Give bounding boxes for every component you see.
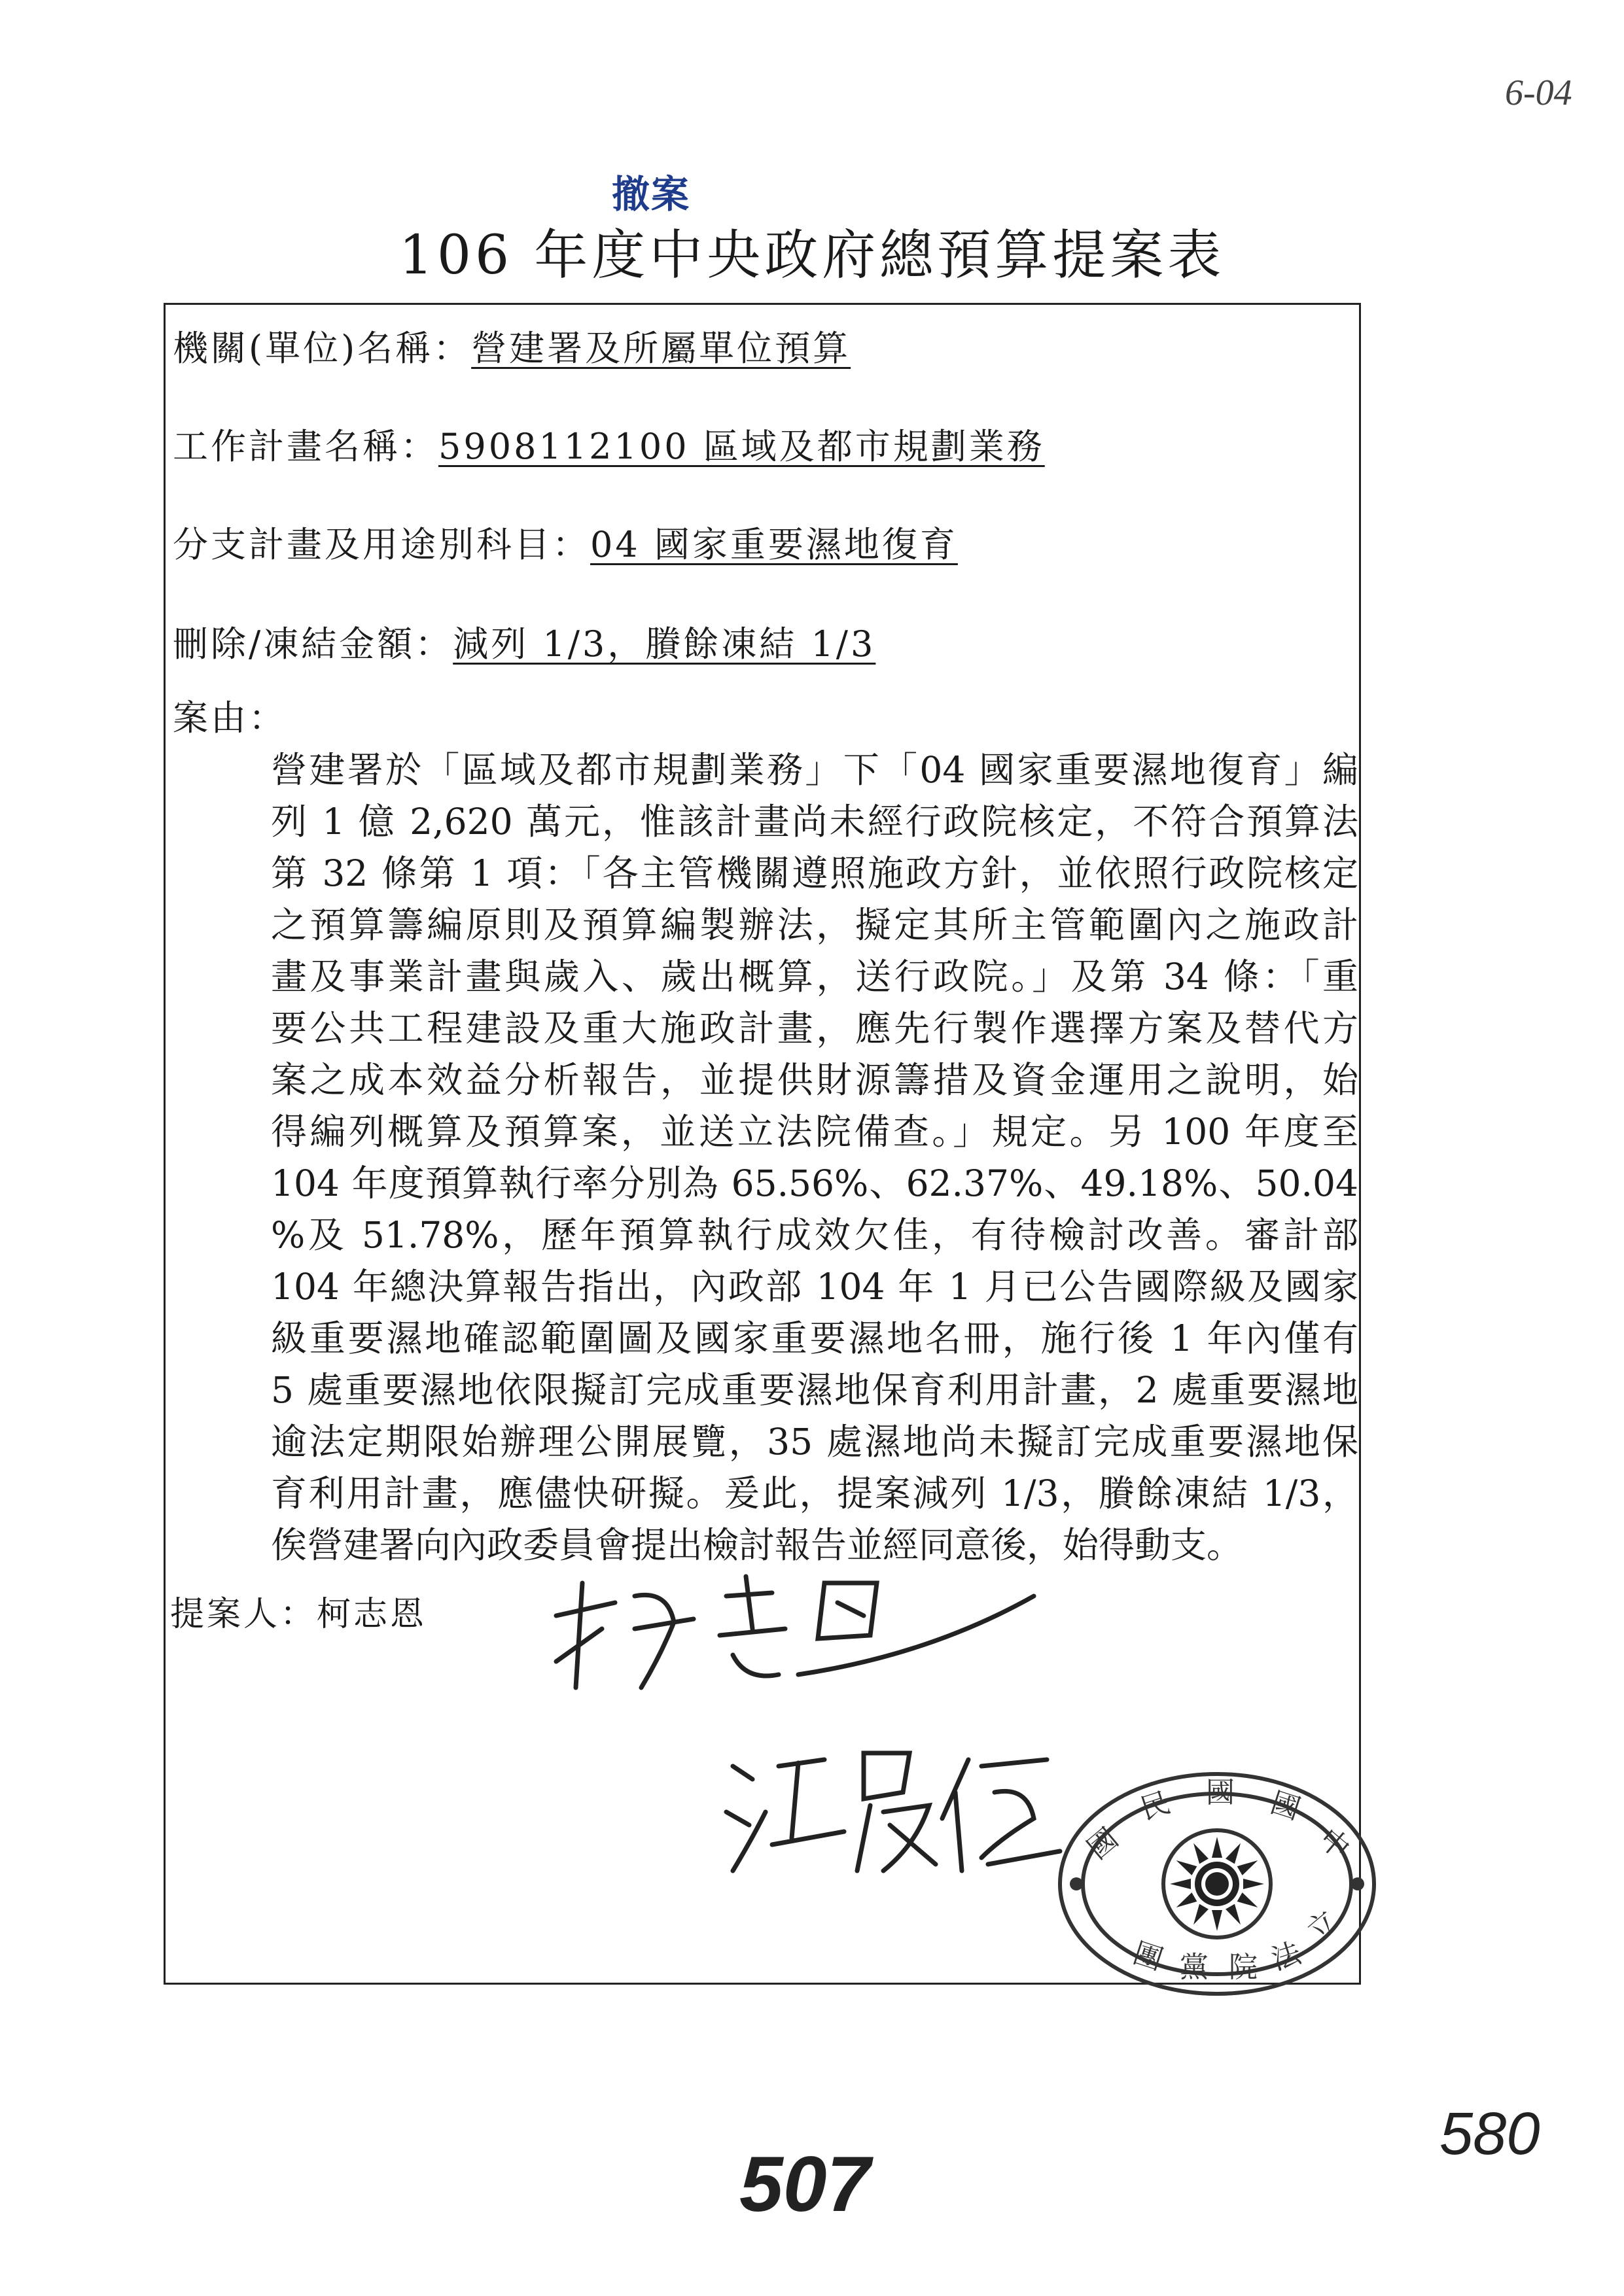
reason-line: 列 1 億 2,620 萬元，惟該計畫尚未經行政院核定，不符合預算法 xyxy=(271,801,1358,843)
reason-line: 逾法定期限始辦理公開展覽，35 處濕地尚未擬訂完成重要濕地保 xyxy=(271,1421,1358,1463)
reason-line: 104 年總決算報告指出，內政部 104 年 1 月已公告國際級及國家 xyxy=(271,1266,1358,1308)
field-work-plan xyxy=(173,419,1045,469)
reason-line: %及 51.78%，歷年預算執行成效欠佳，有待檢討改善。審計部 xyxy=(271,1214,1358,1256)
field-value: 減列 1/3，賸餘凍結 1/3 xyxy=(453,623,876,665)
reason-line: 俟營建署向內政委員會提出檢討報告並經同意後，始得動支。 xyxy=(271,1524,1243,1566)
field-value: 04 國家重要濕地復育 xyxy=(590,524,958,565)
withdrawn-stamp: 撤案 xyxy=(612,172,691,217)
signature-ko xyxy=(537,1557,1073,1701)
svg-text:院: 院 xyxy=(1229,1951,1258,1984)
reason-line: 級重要濕地確認範圍圖及國家重要濕地名冊，施行後 1 年內僅有 xyxy=(271,1317,1358,1359)
svg-text:立: 立 xyxy=(1300,1904,1344,1948)
svg-text:國: 國 xyxy=(1206,1776,1235,1809)
signature-chiang xyxy=(720,1727,1086,1884)
field-label: 工作計畫名稱： xyxy=(173,426,438,467)
svg-text:黨: 黨 xyxy=(1180,1951,1209,1984)
reason-line: 第 32 條第 1 項：「各主管機關遵照施政方針，並依照行政院核定 xyxy=(271,852,1358,894)
proposer: 提案人：柯志恩 xyxy=(170,1595,427,1634)
reason-line: 5 處重要濕地依限擬訂完成重要濕地保育利用計畫，2 處重要濕地 xyxy=(271,1369,1358,1411)
reason-body xyxy=(271,744,1358,1571)
reason-line: 104 年度預算執行率分別為 65.56%、62.37%、49.18%、50.04 xyxy=(271,1162,1358,1204)
corner-handwritten-mark: 6-04 xyxy=(1505,73,1572,113)
reason-line: 得編列概算及預算案，並送立法院備查。」規定。另 100 年度至 xyxy=(271,1111,1358,1153)
kmt-caucus-seal xyxy=(1047,1766,1387,2002)
reason-line: 育利用計畫，應儘快研擬。爰此，提案減列 1/3，賸餘凍結 1/3， xyxy=(271,1472,1358,1514)
page-number-handwritten: 580 xyxy=(1439,2100,1540,2167)
reason-line: 營建署於「區域及都市規劃業務」下「04 國家重要濕地復育」編 xyxy=(271,749,1358,791)
field-label: 機關(單位)名稱： xyxy=(173,328,472,369)
field-agency xyxy=(173,321,851,371)
field-amount xyxy=(173,616,875,667)
svg-text:團: 團 xyxy=(1129,1936,1167,1977)
field-sub-plan xyxy=(173,517,958,567)
reason-line: 案之成本效益分析報告，並提供財源籌措及資金運用之說明，始 xyxy=(271,1059,1358,1101)
page-title: 106 年度中央政府總預算提案表 xyxy=(398,224,1226,287)
field-value: 營建署及所屬單位預算 xyxy=(471,328,851,369)
svg-text:國: 國 xyxy=(1081,1822,1125,1866)
field-label: 刪除/凍結金額： xyxy=(173,623,453,665)
svg-text:國: 國 xyxy=(1266,1786,1305,1827)
field-value: 5908112100 區域及都市規劃業務 xyxy=(438,426,1045,467)
field-label: 分支計畫及用途別科目： xyxy=(173,524,590,565)
svg-text:民: 民 xyxy=(1136,1786,1174,1827)
reason-line: 之預算籌編原則及預算編製辦法，擬定其所主管範圍內之施政計 xyxy=(271,904,1358,946)
reason-line: 畫及事業計畫與歲入、歲出概算，送行政院。」及第 34 條：「重 xyxy=(271,956,1358,998)
svg-text:法: 法 xyxy=(1267,1936,1305,1977)
svg-text:中: 中 xyxy=(1313,1822,1356,1866)
reason-label: 案由： xyxy=(173,697,287,739)
page-number: 507 xyxy=(739,2140,871,2228)
reason-line: 要公共工程建設及重大施政計畫，應先行製作選擇方案及替代方 xyxy=(271,1007,1358,1049)
